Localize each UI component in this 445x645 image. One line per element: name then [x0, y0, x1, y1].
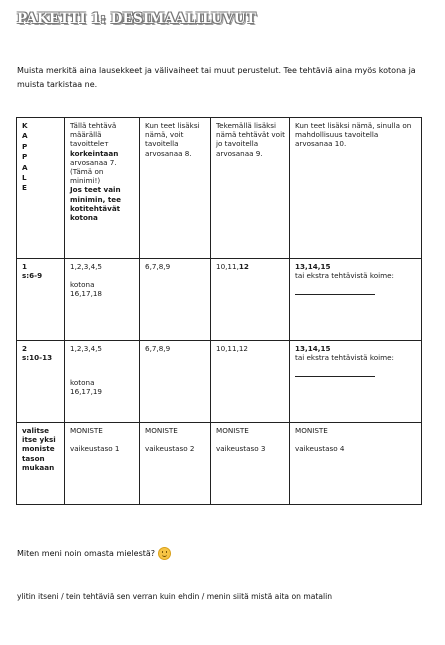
- home-tasks: 16,17,19: [70, 387, 103, 397]
- kappale-letter: E: [22, 183, 27, 193]
- grade8-tasks: 6,7,8,9: [140, 259, 211, 341]
- chapter-number: 2: [22, 344, 28, 353]
- kappale-header: [17, 118, 65, 259]
- minimum-header-note: Jos teet vain minimin, tee kotitehtävät kotona: [70, 185, 122, 223]
- kappale-letter: A: [22, 131, 28, 141]
- moniste-level: vaikeustaso 1: [70, 444, 120, 454]
- home-label: kotona: [70, 378, 95, 388]
- task-plan-table: [16, 117, 422, 505]
- moniste-name: MONISTE: [295, 426, 328, 435]
- chapter-pages: s:6-9: [22, 271, 43, 281]
- fill-in-line[interactable]: [295, 362, 375, 377]
- moniste-level: vaikeustaso 3: [216, 444, 266, 454]
- grade9-tasks: 10,11,12: [211, 341, 290, 423]
- kappale-letter: P: [22, 152, 28, 162]
- home-label: kotona: [70, 280, 95, 290]
- minimum-tasks: 1,2,3,4,5: [70, 344, 103, 353]
- minimum-header: [65, 118, 140, 259]
- grade9-tasks: 10,11,: [216, 262, 239, 271]
- moniste-level: vaikeustaso 2: [145, 444, 195, 454]
- grade10-tasks: 13,14,15: [295, 262, 331, 271]
- grade8-header: Kun teet lisäksi nämä, voit tavoitella arvosanaa 8.: [140, 118, 211, 259]
- home-tasks: 16,17,18: [70, 289, 103, 299]
- question-text: Miten meni noin omasta mielestä?: [17, 549, 156, 558]
- smiley-face-icon: [158, 547, 171, 560]
- kappale-letter: L: [22, 173, 27, 183]
- extra-tasks-text: tai ekstra tehtävistä koime:: [295, 271, 394, 281]
- intro-text: Muista merkitä aina lausekkeet ja välivaiheet tai muut perustelut. Tee tehtäviä aina myös kotona ja muista tarkistaa ne.: [17, 66, 416, 89]
- grade8-tasks: 6,7,8,9: [140, 341, 211, 423]
- minimum-header-bold: korkeintaan: [70, 148, 119, 158]
- minimum-header-text: Tällä tehtävä määrällä tavoitteleт: [70, 121, 117, 149]
- moniste-name: MONISTE: [145, 426, 178, 435]
- chapter-number: 1: [22, 262, 28, 271]
- grade10-tasks: 13,14,15: [295, 344, 331, 353]
- moniste-name: MONISTE: [70, 426, 103, 435]
- fill-in-line[interactable]: [295, 280, 375, 295]
- page-title: PAKETTI 1: DESIMAALILUVUT: [17, 11, 256, 27]
- minimum-header-grade: arvosanaa 7. (Tämä on minimi!): [70, 157, 117, 186]
- moniste-label: valitse itse yksi moniste tason mukaan: [17, 423, 65, 505]
- moniste-row: [17, 423, 422, 505]
- moniste-name: MONISTE: [216, 426, 249, 435]
- table-row: [17, 259, 422, 341]
- self-assessment-question: [17, 547, 171, 560]
- extra-tasks-text: tai ekstra tehtävistä koime:: [295, 353, 394, 363]
- kappale-letter: K: [22, 121, 28, 130]
- grade10-header: Kun teet lisäksi nämä, sinulla on mahdollisuus tavoitella arvosanaa 10.: [290, 118, 422, 259]
- kappale-letter: A: [22, 162, 28, 172]
- self-assessment-options: ylitin itseni / tein tehtäviä sen verran kuin ehdin / menin siitä mistä aita on matalin: [17, 592, 333, 601]
- moniste-level: vaikeustaso 4: [295, 444, 345, 454]
- chapter-pages: s:10-13: [22, 353, 53, 363]
- header-row: [17, 118, 422, 259]
- table-row: [17, 341, 422, 423]
- minimum-tasks: 1,2,3,4,5: [70, 262, 103, 271]
- grade9-header: Tekemällä lisäksi nämä tehtävät voit jo tavoitella arvosanaa 9.: [211, 118, 290, 259]
- kappale-letter: P: [22, 141, 28, 151]
- grade9-tasks-bold: 12: [238, 262, 249, 271]
